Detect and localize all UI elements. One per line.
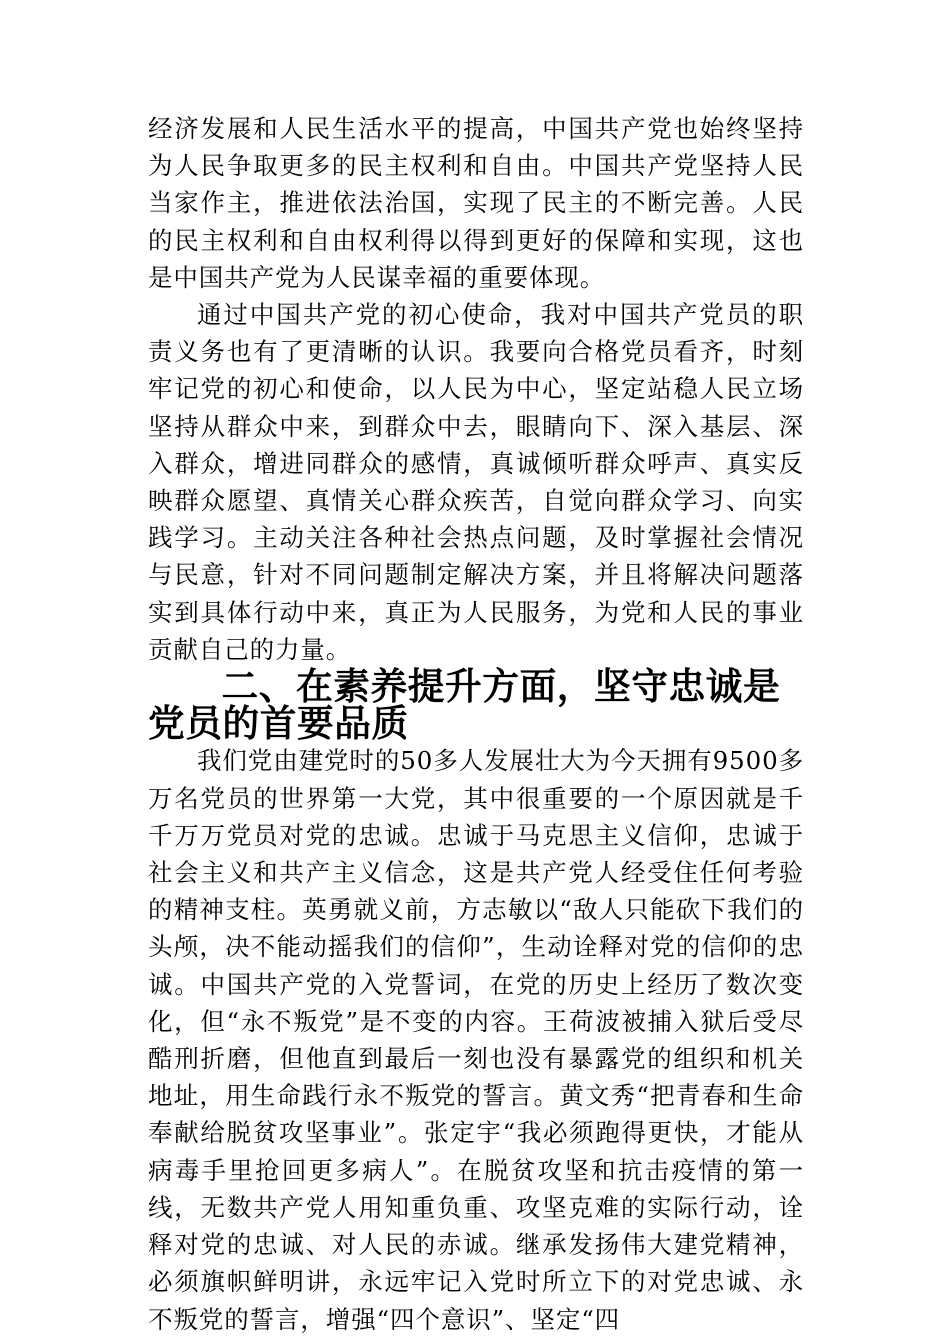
paragraph-continuation: 经济发展和人民生活水平的提高，中国共产党也始终坚持为人民争取更多的民主权利和自由。中国共产党坚持人民当家作主，推进依法治国，实现了民主的不断完善。人民的民主权利和自由权利得以得到更好的保障和实现，这也是中国共产党为人民谋幸福的重要体现。 bbox=[148, 114, 804, 292]
document-page bbox=[148, 110, 804, 1338]
section-heading: 二、在素养提升方面，坚守忠诚是党员的首要品质 bbox=[148, 665, 781, 746]
paragraph-duties: 通过中国共产党的初心使命，我对中国共产党员的职责义务也有了更清晰的认识。我要向合格党员看齐，时刻牢记党的初心和使命，以人民为中心，坚定站稳人民立场坚持从群众中来，到群众中去，眼睛向下、深入基层、深入群众，增进同群众的感情，真诚倾听群众呼声、真实反映群众愿望、真情关心群众疾苦，自觉向群众学习、向实践学习。主动关注各种社会热点问题，及时掌握社会情况与民意，针对不同问题制定解决方案，并且将解决问题落实到具体行动中来，真正为人民服务，为党和人民的事业贡献自己的力量。 bbox=[148, 300, 804, 664]
paragraph-loyalty: 我们党由建党时的50多人发展壮大为今天拥有9500多万名党员的世界第一大党，其中很重要的一个原因就是千千万万党员对党的忠诚。忠诚于马克思主义信仰，忠诚于社会主义和共产主义信念，这是共产党人经受住任何考验的精神支柱。英勇就义前，方志敏以“敌人只能砍下我们的头颅，决不能动摇我们的信仰”，生动诠释对党的信仰的忠诚。中国共产党的入党誓词，在党的历史上经历了数次变化，但“永不叛党”是不变的内容。王荷波被捕入狱后受尽酷刑折磨，但他直到最后一刻也没有暴露党的组织和机关地址，用生命践行永不叛党的誓言。黄文秀“把青春和生命奉献给脱贫攻坚事业”。张定宇“我必须跑得更快，才能从病毒手里抢回更多病人”。在脱贫攻坚和抗击疫情的第一线，无数共产党人用知重负重、攻坚克难的实际行动，诠释对党的忠诚、对人民的赤诚。继承发扬伟大建党精神，必须旗帜鲜明讲，永远牢记入党时所立下的对党忠诚、永不叛党的誓言，增强“四个意识”、坚定“四 bbox=[148, 746, 804, 1334]
